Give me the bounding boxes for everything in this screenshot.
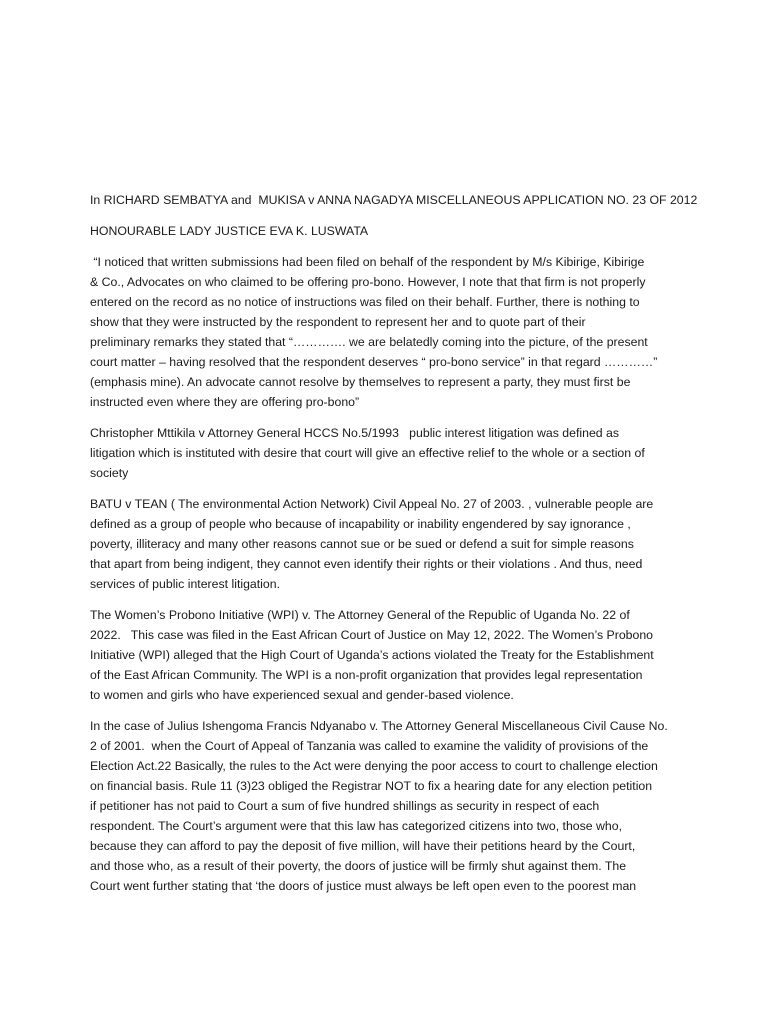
text-line: “I noticed that written submissions had been filed on behalf of the respondent by M/s Kibirige, Kibirige (90, 255, 645, 269)
text-line: Christopher Mttikila v Attorney General HCCS No.5/1993 public interest litigation was defined as (90, 426, 620, 440)
text-line: (emphasis mine). An advocate cannot resolve by themselves to represent a party, they must first be (90, 375, 631, 389)
text-line: of the East African Community. The WPI is a non-profit organization that provides legal representation (90, 668, 643, 682)
text-line: on financial basis. Rule 11 (3)23 obliged the Registrar NOT to fix a hearing date for any election petition (90, 779, 653, 793)
text-line: respondent. The Court’s argument were that this law has categorized citizens into two, those who, (90, 819, 623, 833)
text-line: BATU v TEAN ( The environmental Action Network) Civil Appeal No. 27 of 2003. , vulnerable people are (90, 497, 654, 511)
case-heading (90, 190, 698, 210)
text-line: In the case of Julius Ishengoma Francis Ndyanabo v. The Attorney General Miscellaneous Civil Cause No. (90, 719, 668, 733)
document-body (90, 190, 698, 896)
text-line: Election Act.22 Basically, the rules to the Act were denying the poor access to court to challenge election (90, 759, 658, 773)
text-line: HONOURABLE LADY JUSTICE EVA K. LUSWATA (90, 224, 369, 238)
text-line: and those who, as a result of their poverty, the doors of justice will be firmly shut against them. The (90, 859, 627, 873)
text-line: society (90, 466, 129, 480)
text-line: to women and girls who have experienced sexual and gender-based violence. (90, 688, 514, 702)
text-line: instructed even where they are offering pro-bono” (90, 395, 360, 409)
text-line: defined as a group of people who because of incapability or inability engendered by say ignorance , (90, 517, 631, 531)
text-line: court matter – having resolved that the respondent deserves “ pro-bono service” in that regard …………” (90, 355, 658, 369)
ndyanabo-paragraph (90, 716, 690, 896)
text-line: 2 of 2001. when the Court of Appeal of Tanzania was called to examine the validity of provisions of the (90, 739, 649, 753)
text-line: In RICHARD SEMBATYA and MUKISA v ANNA NAGADYA MISCELLANEOUS APPLICATION NO. 23 OF 2012 (90, 193, 698, 207)
wpi-paragraph (90, 605, 690, 705)
text-line: Court went further stating that ‘the doors of justice must always be left open even to the poorest man (90, 879, 637, 893)
text-line: that apart from being indigent, they cannot even identify their rights or their violations . And thus, need (90, 557, 643, 571)
text-line: services of public interest litigation. (90, 577, 281, 591)
batu-paragraph (90, 494, 690, 594)
text-line: The Women’s Probono Initiative (WPI) v. The Attorney General of the Republic of Uganda No. 22 of (90, 608, 630, 622)
text-line: show that they were instructed by the respondent to represent her and to quote part of their (90, 315, 586, 329)
text-line: Initiative (WPI) alleged that the High Court of Uganda’s actions violated the Treaty for the Establishment (90, 648, 654, 662)
text-line: litigation which is instituted with desire that court will give an effective relief to the whole or a section of (90, 446, 645, 460)
text-line: 2022. This case was filed in the East African Court of Justice on May 12, 2022. The Women’s Probono (90, 628, 654, 642)
text-line: poverty, illiteracy and many other reasons cannot sue or be sued or defend a suit for simple reasons (90, 537, 634, 551)
mttikila-paragraph (90, 423, 690, 483)
text-line: entered on the record as no notice of instructions was filed on their behalf. Further, there is nothing to (90, 295, 640, 309)
text-line: preliminary remarks they stated that “…………. we are belatedly coming into the picture, of the present (90, 335, 648, 349)
judge-name (90, 221, 690, 241)
text-line: & Co., Advocates on who claimed to be offering pro-bono. However, I note that that firm is not properly (90, 275, 646, 289)
text-line: if petitioner has not paid to Court a sum of five hundred shillings as security in respect of each (90, 799, 600, 813)
quote-paragraph (90, 252, 690, 412)
text-line: because they can afford to pay the deposit of five million, will have their petitions heard by the Court, (90, 839, 636, 853)
